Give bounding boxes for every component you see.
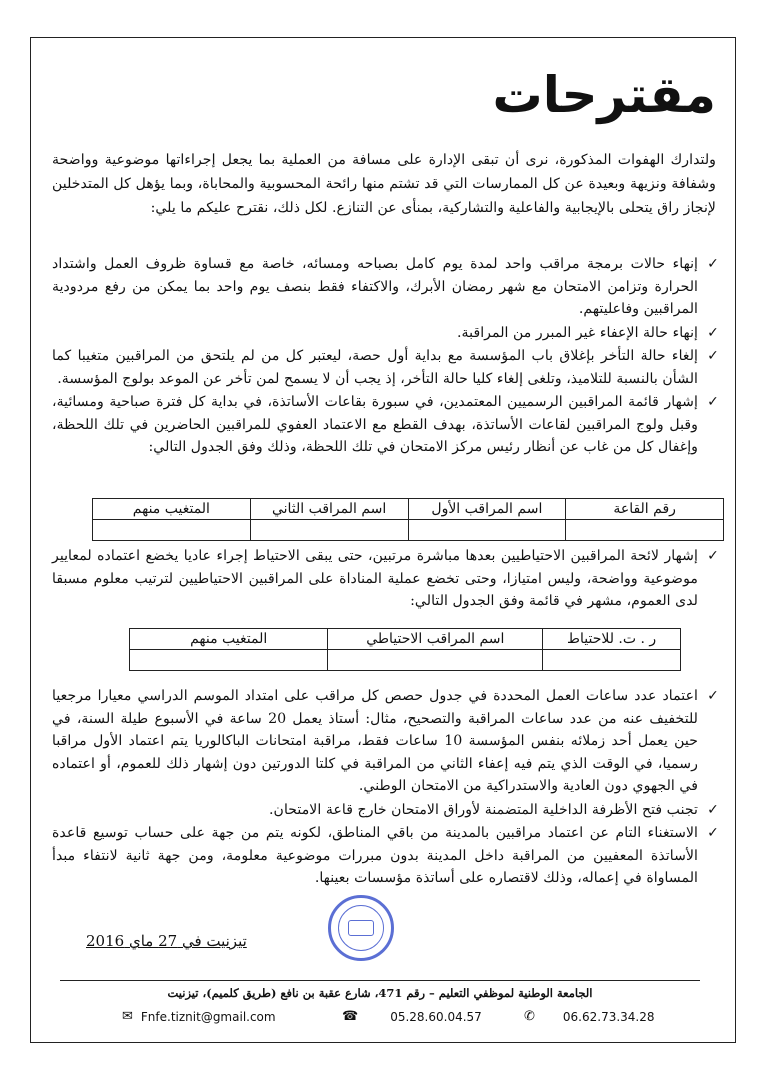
table-cell	[566, 520, 724, 541]
list-item: ✓ إنهاء حالة الإعفاء غير المبرر من المراقبة.	[52, 322, 724, 345]
document	[44, 40, 724, 1040]
proposals-list-a	[52, 253, 724, 460]
footer-divider	[60, 980, 700, 981]
intro-paragraph: ولتدارك الهفوات المذكورة، نرى أن تبقى الإدارة على مسافة من العملية بما يجعل إجراءاتها موضوعية وواضحة وشفافة ونزيهة وبعيدة عن كل الممارسات التي قد تشتم منها رائحة المحسوبية والمحاباة، وبما يؤهل كل المتدخلين لإنجاز راق يتحلى بالإيجابية والفاعلية والتشاركية، بمنأى عن التنازع. لكل ذلك، نقترح عليكم ما يلي:	[52, 152, 716, 216]
table-cell	[408, 520, 566, 541]
stamp-center-icon	[348, 920, 374, 936]
fax-number: 05.28.60.04.57	[390, 1009, 482, 1024]
table-header: رقم القاعة	[566, 499, 724, 520]
stamp-ring-icon	[338, 905, 384, 951]
contact-phone	[524, 1009, 655, 1024]
footer-address: الجامعة الوطنية لموظفي التعليم – رقم 471، شارع عقبة بن نافع (طريق كلميم)، تيزنيت	[167, 986, 593, 1000]
list-item: ✓ اعتماد عدد ساعات العمل المحددة في جدول حصص كل مراقب على امتداد الموسم الدراسي معيارا مرجعيا للتخفيف عنه من عدد ساعات المراقبة والتصحيح، مثال: أستاذ يعمل 20 ساعة في الأسبوع طيلة السنة، في حين يعمل أحد زملائه بنفس المؤسسة 10 ساعات فقط، مراقبة امتحانات الباكالوريا يتم اعتماد الأول مراقبا رسميا، في الوقت الذي يتم فيه إعفاء الثاني من المراقبة في كلتا الدورتين دون إشهار ذلك للعموم، أو اعتماده في الجهوي دون العادية والاستدراكية من الامتحان الوطني.	[52, 685, 724, 798]
reserve-observers-table	[129, 628, 681, 671]
table-header: المتغيب منهم	[130, 629, 328, 650]
list-item: ✓ إلغاء حالة التأخر بإغلاق باب المؤسسة مع بداية أول حصة، ليعتبر كل من لم يلتحق من المراقبين متغيبا كما الشأن بالنسبة للتلاميذ، وتلغى إلغاء كليا حالة التأخر، إذ يجب أن لا يسمح لمن تأخر عن الموعد بولوج المؤسسة.	[52, 345, 724, 390]
contact-fax	[342, 1009, 482, 1024]
union-stamp-icon	[328, 895, 394, 961]
table-row	[130, 650, 681, 671]
fax-icon: ☎	[342, 1009, 359, 1024]
proposals-list-c	[52, 685, 724, 891]
checkmark-icon: ✓	[707, 548, 719, 564]
list-item: ✓ إنهاء حالات برمجة مراقب واحد لمدة يوم كامل بصباحه ومسائه، خاصة مع قساوة ظروف العمل واشتداد الحرارة وتزامن الامتحان مع شهر رمضان الأبرك، والاكتفاء فقط بنصف يوم واحد بما يمكن من رفع مردودية المراقبين وفاعليتهم.	[52, 253, 724, 321]
table-header: ر . ت. للاحتياط	[543, 629, 681, 650]
checkmark-icon: ✓	[707, 825, 719, 841]
list-item: ✓ الاستغناء التام عن اعتماد مراقبين بالمدينة من باقي المناطق، لكونه يتم من جهة على حساب توسيع قاعدة الأساتذة المعفيين من المراقبة داخل المدينة بدون مبررات موضوعية معلومة، ومن جهة ثانية لانتفاء مبدأ المساواة في إعماله، وذلك لاقتصاره على أساتذة مؤسسات بعينها.	[52, 822, 724, 890]
checkmark-icon: ✓	[707, 348, 719, 364]
table-header: اسم المراقب الثاني	[250, 499, 408, 520]
table-cell	[250, 520, 408, 541]
checkmark-icon: ✓	[707, 324, 719, 341]
table-cell	[543, 650, 681, 671]
table-row	[93, 520, 724, 541]
contact-email	[122, 1009, 276, 1024]
phone-number: 06.62.73.34.28	[562, 1009, 655, 1024]
checkmark-icon: ✓	[707, 256, 719, 272]
checkmark-icon: ✓	[707, 688, 719, 704]
table-header-row	[130, 629, 681, 650]
page-title: مقترحات	[492, 66, 716, 124]
checkmark-icon: ✓	[707, 801, 719, 818]
table-cell	[93, 520, 251, 541]
envelope-icon: ✉	[122, 1009, 133, 1024]
table-cell	[130, 650, 328, 671]
table-header-row	[93, 499, 724, 520]
list-item: ✓ إشهار لائحة المراقبين الاحتياطيين بعدها مباشرة مرتبين، حتى يبقى الاحتياط إجراء عاديا يخضع اعتماده لمعايير موضوعية وواضحة، وليس امتيازا، وحتى تخضع عملية المناداة على المراقبين الاحتياطيين لترتيب معلوم مسبقا لدى العموم، مشهر في قائمة وفق الجدول التالي:	[52, 545, 724, 613]
proposals-list-b	[52, 545, 724, 614]
list-item: ✓ تجنب فتح الأظرفة الداخلية المتضمنة لأوراق الامتحان خارج قاعة الامتحان.	[52, 799, 724, 822]
list-item: ✓ إشهار قائمة المراقبين الرسميين المعتمدين، في سبورة بقاعات الأساتذة، في بداية كل فترة صباحية ومسائية، وقبل ولوج المراقبين لقاعات الأساتذة، بهدف القطع مع الاعتماد العفوي للمراقبين الحاضرين في تلك اللحظة، وإغفال كل من غاب عن أنظار رئيس مركز الامتحان في تلك اللحظة، وذلك وفق الجدول التالي:	[52, 391, 724, 459]
table-header: اسم المراقب الأول	[408, 499, 566, 520]
observers-table	[92, 498, 724, 541]
checkmark-icon: ✓	[707, 394, 719, 410]
table-cell	[328, 650, 543, 671]
place-and-date: تيزنيت في 27 ماي 2016	[86, 932, 247, 950]
table-header: المتغيب منهم	[93, 499, 251, 520]
email-text[interactable]: Fnfe.tiznit@gmail.com	[140, 1009, 276, 1024]
phone-icon: ✆	[524, 1009, 535, 1024]
table-header: اسم المراقب الاحتياطي	[328, 629, 543, 650]
